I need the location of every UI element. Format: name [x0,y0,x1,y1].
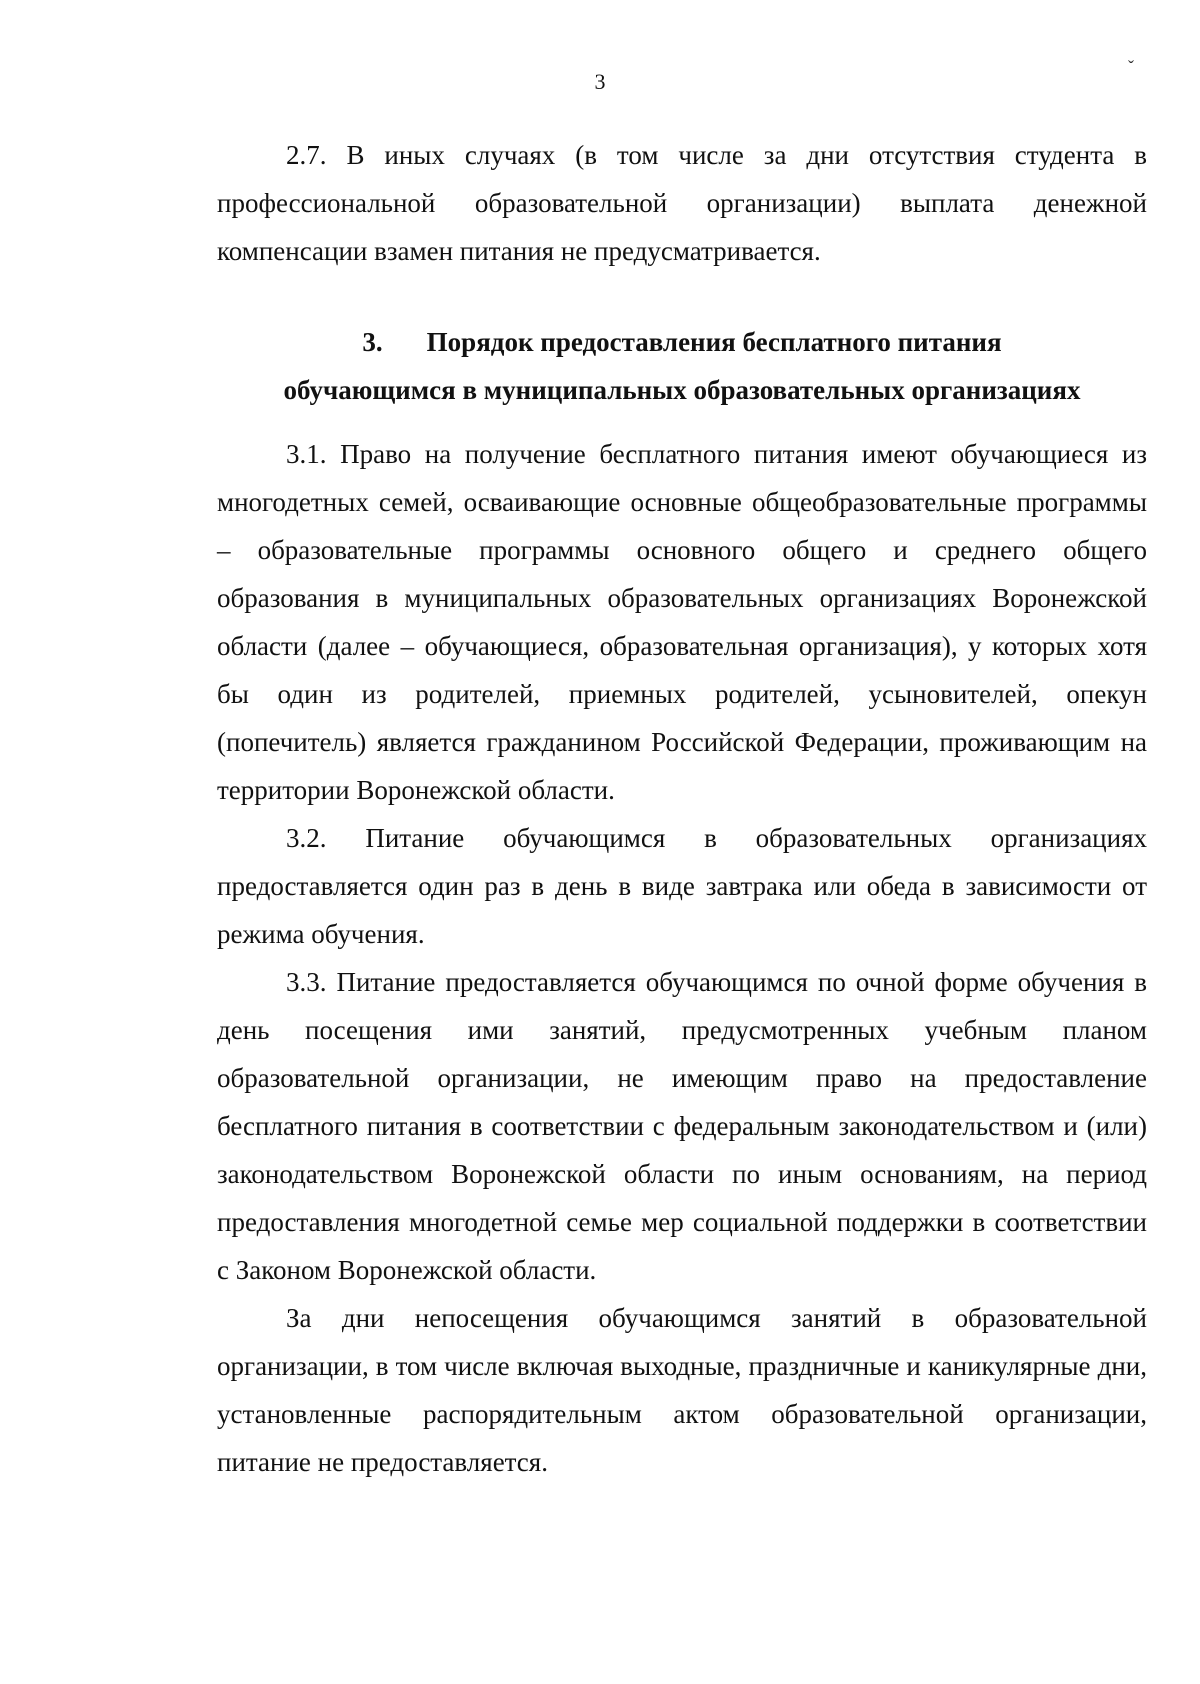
section-3-heading-number: 3. [362,327,383,357]
section-2-7 [217,131,1147,275]
section-3-heading [217,318,1147,414]
paragraph-3-2: 3.2. Питание обучающимся в образовательных организациях предоставляется один раз в день в виде завтрака или обеда в зависимости от режима обучения. [217,823,1147,949]
paragraph-3-3: 3.3. Питание предоставляется обучающимся по очной форме обучения в день посещения ими занятий, предусмотренных учебным планом образовательной организации, не имеющим право на предоставление бесплатного питания в соответствии с федеральным законодательством и (или) законодательством Воронежской области по иным основаниям, на период предоставления многодетной семье мер социальной поддержки в соответствии с Законом Воронежской области. [217,967,1147,1285]
section-3-heading-line2: обучающимся в муниципальных образовательных организациях [283,375,1081,405]
paragraph-3-3-continuation: За дни непосещения обучающимся занятий в образовательной организации, в том числе включая выходные, праздничные и каникулярные дни, установленные распорядительным актом образовательной организации, питание не предоставляется. [217,1303,1147,1477]
page-number: 3 [594,69,606,94]
section-3-body [217,430,1147,1486]
section-3-heading-line1 [217,318,1147,366]
paragraph-2-7: 2.7. В иных случаях (в том числе за дни отсутствия студента в профессиональной образовательной организации) выплата денежной компенсации взамен питания не предусматривается. [217,140,1147,266]
section-3-heading-title: Порядок предоставления бесплатного питания [426,327,1002,357]
corner-mark: ˇ [1128,57,1134,77]
paragraph-3-1: 3.1. Право на получение бесплатного питания имеют обучающиеся из многодетных семей, осваивающие основные общеобразовательные программы – образовательные программы основного общего и среднего общего образования в муниципальных образовательных организациях Воронежской области (далее – обучающиеся, образовательная организация), у которых хотя бы один из родителей, приемных родителей, усыновителей, опекун (попечитель) является гражданином Российской Федерации, проживающим на территории Воронежской области. [217,439,1147,805]
